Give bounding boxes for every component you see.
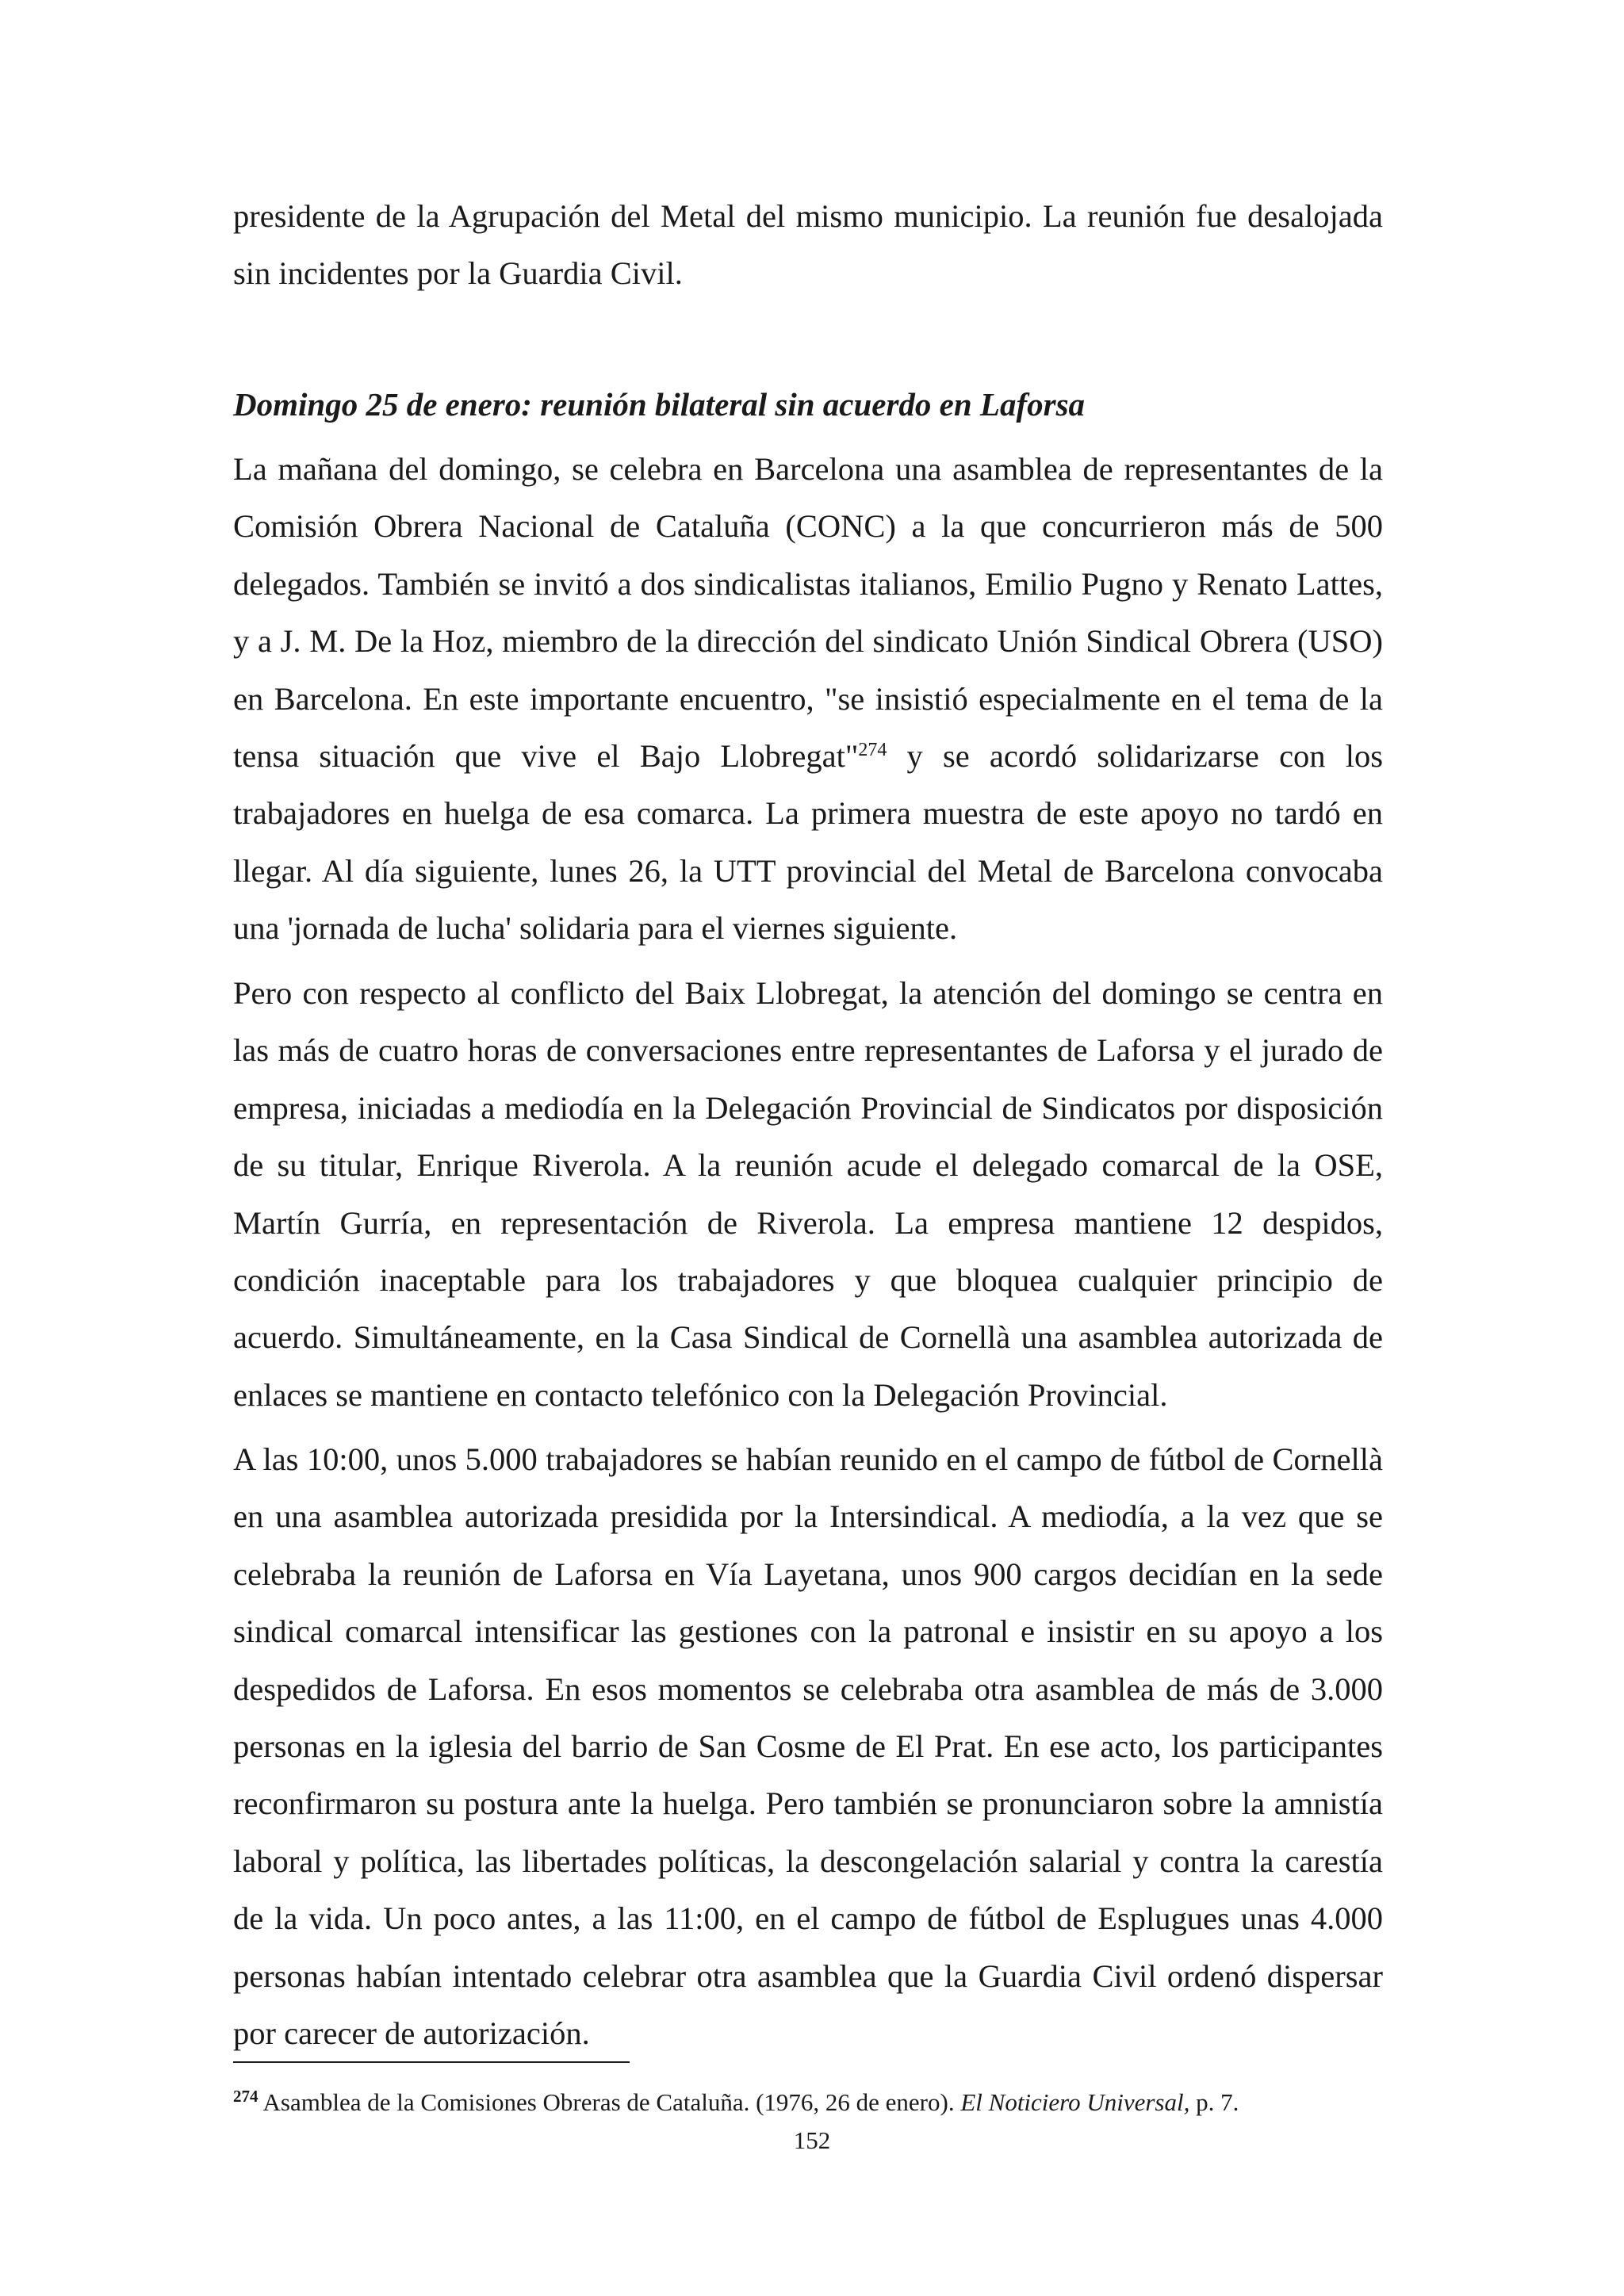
continuation-paragraph: presidente de la Agrupación del Metal del mismo municipio. La reunión fue desalojada sin incidentes por la Guardia Civil. [233,198,1383,292]
footnote-divider [233,2061,630,2063]
footnote-reference[interactable]: 274 [858,740,887,761]
footnote-text: Asamblea de la Comisiones Obreras de Cataluña. (1976, 26 de enero). [258,2088,961,2116]
section-heading: Domingo 25 de enero: reunión bilateral sin acuerdo en Laforsa [233,386,1086,423]
footnote-source-title: El Noticiero Universal, [960,2088,1190,2116]
footnote-number: 274 [233,2087,259,2106]
paragraph-1-text-after-ref: y se acordó solidarizarse con los trabajadores en huelga de esa comarca. La primera muestra de este apoyo no tardó en llegar. Al día siguiente, lunes 26, la UTT provincial del Metal de Barcelona convocaba una 'jornada de lucha' solidaria para el viernes siguiente. [233,738,1383,947]
body-paragraph-1 [233,441,1383,958]
footnote [233,2084,1383,2122]
paragraph-1-text-before-ref: La mañana del domingo, se celebra en Barcelona una asamblea de representantes de la Comisión Obrera Nacional de Cataluña (CONC) a la que concurrieron más de 500 delegados. También se invitó a dos sindicalistas italianos, Emilio Pugno y Renato Lattes, y a J. M. De la Hoz, miembro de la dirección del sindicato Unión Sindical Obrera (USO) en Barcelona. En este importante encuentro, "se insistió especialmente en el tema de la tensa situación que vive el Bajo Llobregat" [233,451,1383,775]
body-paragraph-3: A las 10:00, unos 5.000 trabajadores se habían reunido en el campo de fútbol de Cornellà en una asamblea autorizada presidida por la Intersindical. A mediodía, a la vez que se celebraba la reunión de Laforsa en Vía Layetana, unos 900 cargos decidían en la sede sindical comarcal intensificar las gestiones con la patronal e insistir en su apoyo a los despedidos de Laforsa. En esos momentos se celebraba otra asamblea de más de 3.000 personas en la iglesia del barrio de San Cosme de El Prat. En ese acto, los participantes reconfirmaron su postura ante la huelga. Pero también se pronunciaron sobre la amnistía laboral y política, las libertades políticas, la descongelación salarial y contra la carestía de la vida. Un poco antes, a las 11:00, en el campo de fútbol de Esplugues unas 4.000 personas habían intentado celebrar otra asamblea que la Guardia Civil ordenó dispersar por carecer de autorización. [233,1441,1383,2052]
page-number: 152 [793,2126,831,2154]
footnote-page-ref: p. 7. [1189,2088,1239,2116]
body-paragraph-2: Pero con respecto al conflicto del Baix Llobregat, la atención del domingo se centra en las más de cuatro horas de conversaciones entre representantes de Laforsa y el jurado de empresa, iniciadas a mediodía en la Delegación Provincial de Sindicatos por disposición de su titular, Enrique Riverola. A la reunión acude el delegado comarcal de la OSE, Martín Gurría, en representación de Riverola. La empresa mantiene 12 despidos, condición inaceptable para los trabajadores y que bloquea cualquier principio de acuerdo. Simultáneamente, en la Casa Sindical de Cornellà una asamblea autorizada de enlaces se mantiene en contacto telefónico con la Delegación Provincial. [233,975,1383,1413]
